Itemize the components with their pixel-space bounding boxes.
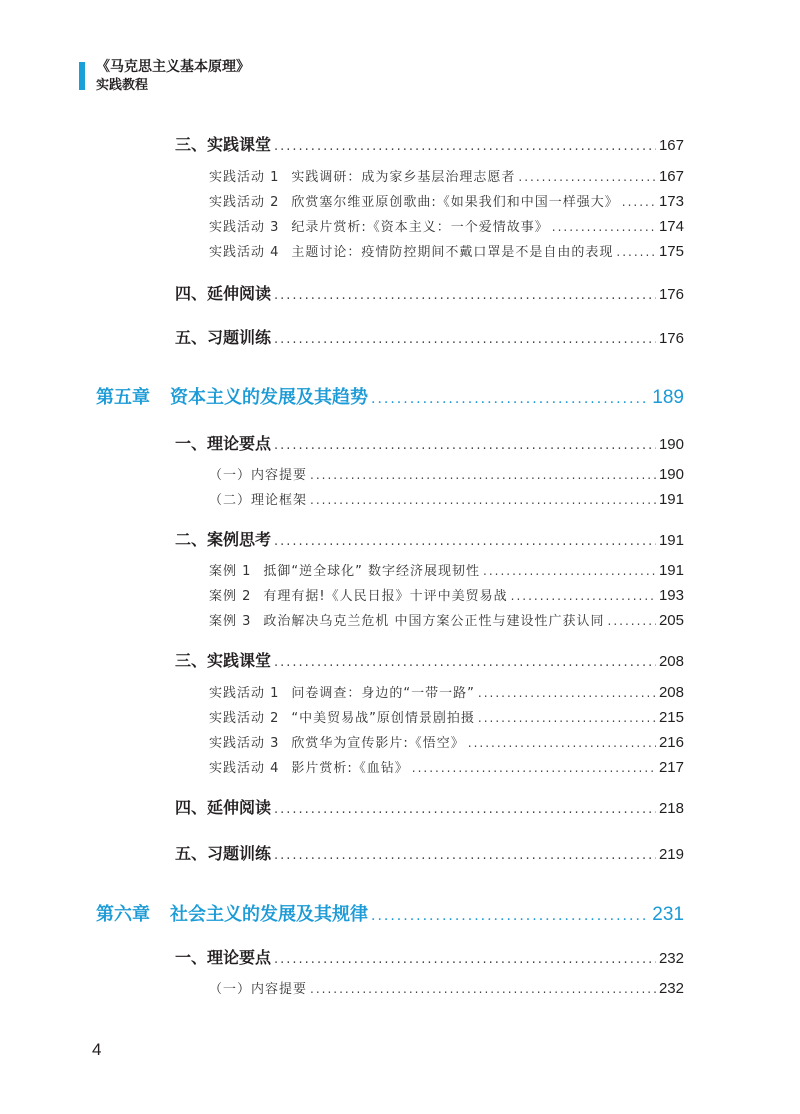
toc-item-title: 问卷调查：身边的“一带一路” [291,686,475,701]
toc-page-number: 208 [658,684,684,701]
toc-item[interactable] [209,732,684,751]
toc-item[interactable] [209,978,684,997]
toc-page-number: 173 [658,193,684,210]
toc-item-title: 欣赏华为宣传影片:《悟空》 [291,736,465,751]
toc-item-title: （一）内容提要 [209,982,308,997]
toc-section-title: 二、案例思考 [175,530,272,549]
toc-item-title: 有理有据!《人民日报》十评中美贸易战 [263,589,508,604]
toc-page-number: 231 [652,904,684,925]
toc-section[interactable] [175,281,684,304]
toc-item[interactable] [209,757,684,776]
toc-page-number: 216 [658,734,684,751]
toc-chapter-label: 第六章 [96,904,150,925]
toc-item-title: 纪录片赏析:《资本主义：一个爱情故事》 [291,220,549,235]
toc-page-number: 174 [658,218,684,235]
toc-section-title: 五、习题训练 [175,844,272,863]
toc-page-number: 189 [652,387,684,408]
toc-page-number: 190 [658,436,684,453]
toc-section-title: 四、延伸阅读 [175,284,272,303]
toc-page-number: 219 [658,846,684,863]
toc-item[interactable] [209,241,684,260]
toc-item-title: （二）理论框架 [209,493,308,508]
toc-page-number: 205 [658,612,684,629]
toc-section-title: 三、实践课堂 [175,651,272,670]
toc-section[interactable] [175,325,684,348]
toc-section[interactable] [175,648,684,671]
toc-item-title: （一）内容提要 [209,468,308,483]
toc-item-title: “中美贸易战”原创情景剧拍摄 [291,711,475,726]
toc-item-label: 实践活动 2 [209,711,280,726]
toc-item[interactable] [209,707,684,726]
page-number: 4 [92,1040,102,1059]
toc-item-title: 政治解决乌克兰危机 中国方案公正性与建设性广获认同 [263,614,605,629]
toc-item-label: 实践活动 2 [209,195,280,210]
toc-page-number: 232 [658,950,684,967]
toc-page-number: 232 [658,980,684,997]
toc-page-number: 218 [658,800,684,817]
toc-item[interactable] [209,166,684,185]
toc-item-label: 实践活动 3 [209,736,280,751]
toc-item-label: 案例 3 [209,614,252,629]
toc-item-label: 实践活动 4 [209,245,280,260]
toc-item-title: 欣赏塞尔维亚原创歌曲:《如果我们和中国一样强大》 [291,195,619,210]
running-header-subtitle: 实践教程 [96,78,149,93]
toc-section[interactable] [175,132,684,155]
toc-section-title: 五、习题训练 [175,328,272,347]
toc-page-number: 167 [658,168,684,185]
toc-chapter-title: 社会主义的发展及其规律 [170,904,368,925]
toc-item[interactable] [209,560,684,579]
toc-item-label: 案例 2 [209,589,252,604]
toc-section-title: 一、理论要点 [175,434,272,453]
toc-page-number: 176 [658,330,684,347]
toc-item-title: 影片赏析:《血钻》 [291,761,409,776]
toc-page-number: 167 [658,137,684,154]
toc-section[interactable] [175,527,684,550]
toc-section[interactable] [175,431,684,454]
toc-item[interactable] [209,489,684,508]
toc-chapter-label: 第五章 [96,387,150,408]
toc-item-title: 抵御“逆全球化” 数字经济展现韧性 [263,564,481,579]
header-accent-bar [79,62,85,90]
toc-section-title: 一、理论要点 [175,948,272,967]
toc-page-number: 175 [658,243,684,260]
toc-page-number: 193 [658,587,684,604]
toc-page-number: 215 [658,709,684,726]
toc-page-number: 217 [658,759,684,776]
toc-page-number: 191 [658,562,684,579]
toc-item[interactable] [209,464,684,483]
toc-item-label: 实践活动 1 [209,170,280,185]
toc-item-label: 实践活动 3 [209,220,280,235]
toc-page-number: 176 [658,286,684,303]
toc-chapter[interactable] [96,900,684,926]
toc-chapter[interactable] [96,383,684,409]
toc-item[interactable] [209,585,684,604]
toc-item[interactable] [209,191,684,210]
toc-chapter-title: 资本主义的发展及其趋势 [170,387,368,408]
toc-page-number: 191 [658,491,684,508]
toc-section-title: 四、延伸阅读 [175,798,272,817]
toc-item[interactable] [209,610,684,629]
toc-page-number: 190 [658,466,684,483]
toc-section-title: 三、实践课堂 [175,135,272,154]
toc-section[interactable] [175,945,684,968]
toc-item-label: 案例 1 [209,564,252,579]
toc-item-label: 实践活动 4 [209,761,280,776]
toc-item-title: 实践调研：成为家乡基层治理志愿者 [291,170,516,185]
toc-page-number: 191 [658,532,684,549]
toc-page-number: 208 [658,653,684,670]
running-header-title: 《马克思主义基本原理》 [96,59,250,75]
toc-item-label: 实践活动 1 [209,686,280,701]
toc-item[interactable] [209,216,684,235]
toc-section[interactable] [175,795,684,818]
toc-section[interactable] [175,841,684,864]
toc-item[interactable] [209,682,684,701]
toc-item-title: 主题讨论：疫情防控期间不戴口罩是不是自由的表现 [291,245,614,260]
